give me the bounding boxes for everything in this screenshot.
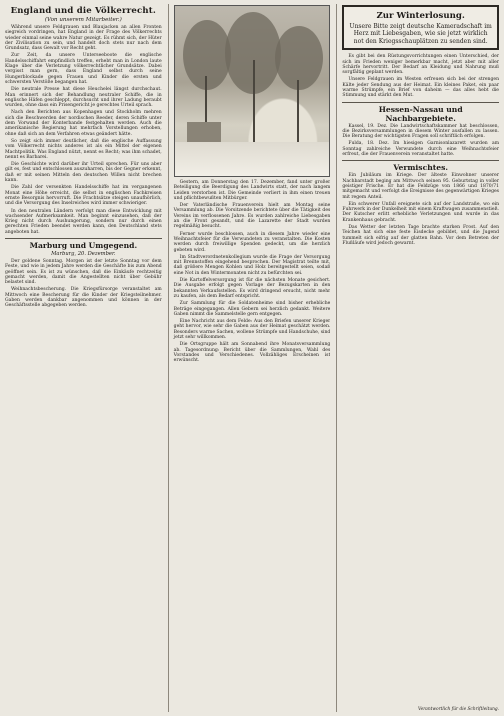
- footer-credit: Verantwortlich für die Schriftleitung.: [417, 707, 500, 712]
- paragraph: Es gibt bei den Rüstungsvorrichtungen einen Unterschied, der sich im Frieden weniger bemerkbar macht, jetzt aber mit aller Schärfe hervortritt. Der Bedarf an Kleidung und Nahrung muß sorgfältig geplant werden.: [342, 54, 500, 76]
- paragraph: Eine Nachricht aus dem Felde: Aus den Briefen unserer Krieger geht hervor, wie sehr die Gaben aus der Heimat geschätzt werden. Besonders warme Sachen, wollene Strümpfe und Handschuhe, sind jetzt sehr willkommen.: [173, 319, 331, 341]
- subhead-author: (Von unserem Mitarbeiter.): [44, 17, 122, 23]
- paragraph: Im Stadtverordnetenkollegium wurde die Frage der Versorgung mit Brennstoffen eingehend besprochen. Der Magistrat teilte mit, daß größere Mengen Kohlen und Holz bereitgestellt seien, sodaß eine Not in den Wintermonaten nicht zu befürchten sei.: [173, 254, 331, 276]
- section-heading-marburg: Marburg und Umgegend.: [29, 240, 138, 250]
- section-divider: [342, 102, 499, 103]
- paragraph: So zeigt sich immer deutlicher, daß die englische Auffassung vom Völkerrecht nichts anderes ist als ein Mittel der eigenen Machtpolitik. Was England nützt, nennt es Recht; was ihm schadet, nennt es Barbarei.: [5, 138, 162, 160]
- paragraph: In den neutralen Ländern verfolgt man diese Entwicklung mit wachsender Aufmerksamkeit. Man beginnt einzusehen, daß der Krieg nicht durch Aushungerung, sondern nur durch einen gerechten Frieden beendet werden kann, den Deutschland stets angeboten hat.: [5, 208, 162, 235]
- paragraph: Zur Sammlung für die Soldatenheime sind bisher erhebliche Beträge eingegangen. Allen Gebern sei herzlich gedankt. Weitere Gaben nimmt die Sammelstelle gern entgegen.: [173, 301, 331, 317]
- paragraph: Die Kartoffelversorgung ist für die nächsten Monate gesichert. Die Ausgabe erfolgt gegen Vorlage der Bezugskarten in den bekannten Verkaufsstellen. Es wird dringend ersucht, nicht mehr zu kaufen, als dem Bedarf entspricht.: [173, 278, 331, 299]
- column-middle: [168, 4, 331, 712]
- paragraph: Während unsere Feldgrauen und Blaujacken an allen Fronten siegreich vordringen, hat England in der Frage des Völkerrechts wieder einmal seine wahre Natur gezeigt. Es rühmt sich, der Hüter der Zivilisation zu sein, und handelt doch stets nur nach dem Grundsatz, dass Gewalt vor Recht geht.: [5, 25, 162, 52]
- paragraph: Der Vaterländische Frauenverein hielt am Montag seine Versammlung ab. Die Vorsitzende berichtete über die Tätigkeit des Vereins im verflossenen Jahre. Es wurden zahlreiche Liebesgaben an die Front gesandt, und die Lazarette der Stadt wurden regelmäßig besucht.: [173, 203, 331, 230]
- paragraph: Unsere Feldgrauen im Westen erfreuen sich bei der strengen Kälte jeder Sendung aus der Heimat. Ein kleines Paket, ein paar warme Strümpfe, ein Brief von daheim — das alles hebt die Stimmung und stärkt den Mut.: [342, 77, 500, 99]
- tree-trunk: [253, 60, 255, 146]
- advertisement-box: [342, 5, 499, 50]
- paragraph: Das Wetter der letzten Tage brachte starken Frost. Auf den Teichen hat sich eine feste Eisdecke gebildet, und die Jugend tummelt sich eifrig auf der glatten Bahn. Vor dem Betreten der Flußläufe wird jedoch gewarnt.: [342, 225, 500, 246]
- paragraph: Ein Jubiläum im Kriege. Der älteste Einwohner unserer Nachbarstadt beging am Mittwoch seinen 95. Geburtstag in voller geistiger Frische. Er hat die Feldzüge von 1866 und 1870/71 mitgemacht und verfolgt die Ereignisse des gegenwärtigen Krieges mit regem Anteil.: [342, 173, 500, 200]
- paragraph: Ferner wurde beschlossen, auch in diesem Jahre wieder eine Weihnachtsfeier für die Verwundeten zu veranstalten. Die Kosten werden durch freiwillige Spenden gedeckt, um die herzlich gebeten wird.: [173, 231, 331, 253]
- paragraph: Ein schwerer Unfall ereignete sich auf der Landstraße, wo ein Fuhrwerk in der Dunkelheit mit einem Kraftwagen zusammenstieß. Der Kutscher erlitt erhebliche Verletzungen und wurde in das Krankenhaus gebracht.: [342, 201, 500, 223]
- dateline: Marburg, 20. Dezember.: [51, 250, 116, 257]
- headline-england: England und die Völkerrecht.: [10, 6, 157, 16]
- paragraph: Die Ortsgruppe hält am Sonnabend ihre Monatsversammlung ab. Tagesordnung: Bericht über die Sammlungen, Wahl des Vorstandes und Verschiedenes. Vollzähliges Erscheinen ist erwünscht.: [173, 342, 331, 364]
- column-right: [336, 4, 499, 712]
- paragraph: Nach den Berichten aus Kopenhagen und Stockholm mehren sich die Beschwerden der nordischen Reeder, deren Schiffe unter dem Vorwand der Konterbande festgehalten werden. Auch die amerikanische Regierung hat mehrfach Vorstellungen erhoben, ohne daß sich an dem Verfahren etwas geändert hätte.: [5, 110, 162, 137]
- paragraph: Zur Zeit, da unsere Unterseeboote die englische Handelsschiffahrt empfindlich treffen, erhebt man in London laute Klage über die Verletzung völkerrechtlicher Grundsätze. Dabei vergisst man gern, dass England selbst durch seine Hungerblockade gegen Frauen und Kinder die ersten und schwersten Verstöße begangen hat.: [5, 53, 162, 85]
- paragraph: Fulda, 18. Dez. Im hiesigen Garnisonlazarett wurden am Sonntag zahlreiche Verwundete durch eine Weihnachtsfeier erfreut, die der Frauenverein veranstaltet hatte.: [342, 141, 500, 158]
- paragraph: Die Geschichte wird darüber ihr Urteil sprechen. Für uns aber gilt es, fest und entschlossen auszuharren, bis der Gegner erkennt, daß er mit seinen Mitteln den deutschen Willen nicht brechen kann.: [5, 162, 162, 184]
- column-left: [5, 4, 162, 712]
- snow-ground: [175, 142, 330, 176]
- section-divider: [5, 238, 162, 239]
- ad-body: Unsere Bitte zeigt deutsche Kameradschaft im Herz mit Liebesgaben, wie sie jetzt wirklich not den Kriegsschauplätzen zu senden sind.: [349, 23, 492, 45]
- paragraph: Weihnachtsbescherung. Die Kriegsfürsorge veranstaltet am Mittwoch eine Bescherung für die Kinder der Kriegsteilnehmer. Gaben werden dankbar angenommen und können in der Geschäftsstelle abgegeben werden.: [5, 287, 162, 309]
- paragraph: Die Zahl der versenkten Handelsschiffe hat im vergangenen Monat eine Höhe erreicht, die selbst in englischen Fachkreisen ernste Besorgnis hervorruft. Die Frachtsätze steigen unaufhörlich, und die Versorgung des Inselreiches wird immer schwieriger.: [5, 185, 162, 207]
- paragraph: Kassel, 19. Dez. Die Landwirtschaftskammer hat beschlossen, die Bezirksversammlungen in diesem Winter ausfallen zu lassen. Die Beratung der wichtigsten Fragen soll schriftlich erfolgen.: [342, 123, 500, 140]
- tree-trunk: [297, 80, 299, 146]
- cabin: [187, 122, 221, 142]
- paragraph: Der goldene Sonntag. Morgen ist der letzte Sonntag vor dem Feste, und wie in jedem Jahre werden die Geschäfte bis zum Abend geöffnet sein. Es ist zu wünschen, daß die Einkäufe rechtzeitig gemacht werden, damit die Angestellten nicht über Gebühr belastet sind.: [5, 258, 162, 286]
- tree-canopy: [183, 20, 231, 90]
- section-divider: [342, 160, 499, 161]
- paragraph: Die neutrale Presse hat diese Heuchelei längst durchschaut. Man erinnert sich der Behandlung neutraler Schiffe, die in englische Häfen geschleppt, durchsucht und ihrer Ladung beraubt wurden, ohne dass ein Prisengericht je gerechtes Urteil sprach.: [5, 87, 162, 109]
- winter-photo: [174, 5, 331, 177]
- section-heading-vermischtes: Vermischtes.: [393, 163, 448, 173]
- tree-canopy: [275, 26, 323, 90]
- paragraph: Gestern, am Donnerstag den 17. Dezember, fand unter großer Beteiligung die Beerdigung des Landwirts statt, der nach langem Leiden verstorben ist. Die Gemeinde verliert in ihm einen treuen und pflichtbewußten Mitbürger.: [173, 180, 331, 201]
- ad-title: Zur Winterlosung.: [376, 11, 465, 21]
- section-heading-hessen: Hessen-Nassau und Nachbargebiete.: [378, 104, 463, 123]
- article-columns: [5, 4, 499, 712]
